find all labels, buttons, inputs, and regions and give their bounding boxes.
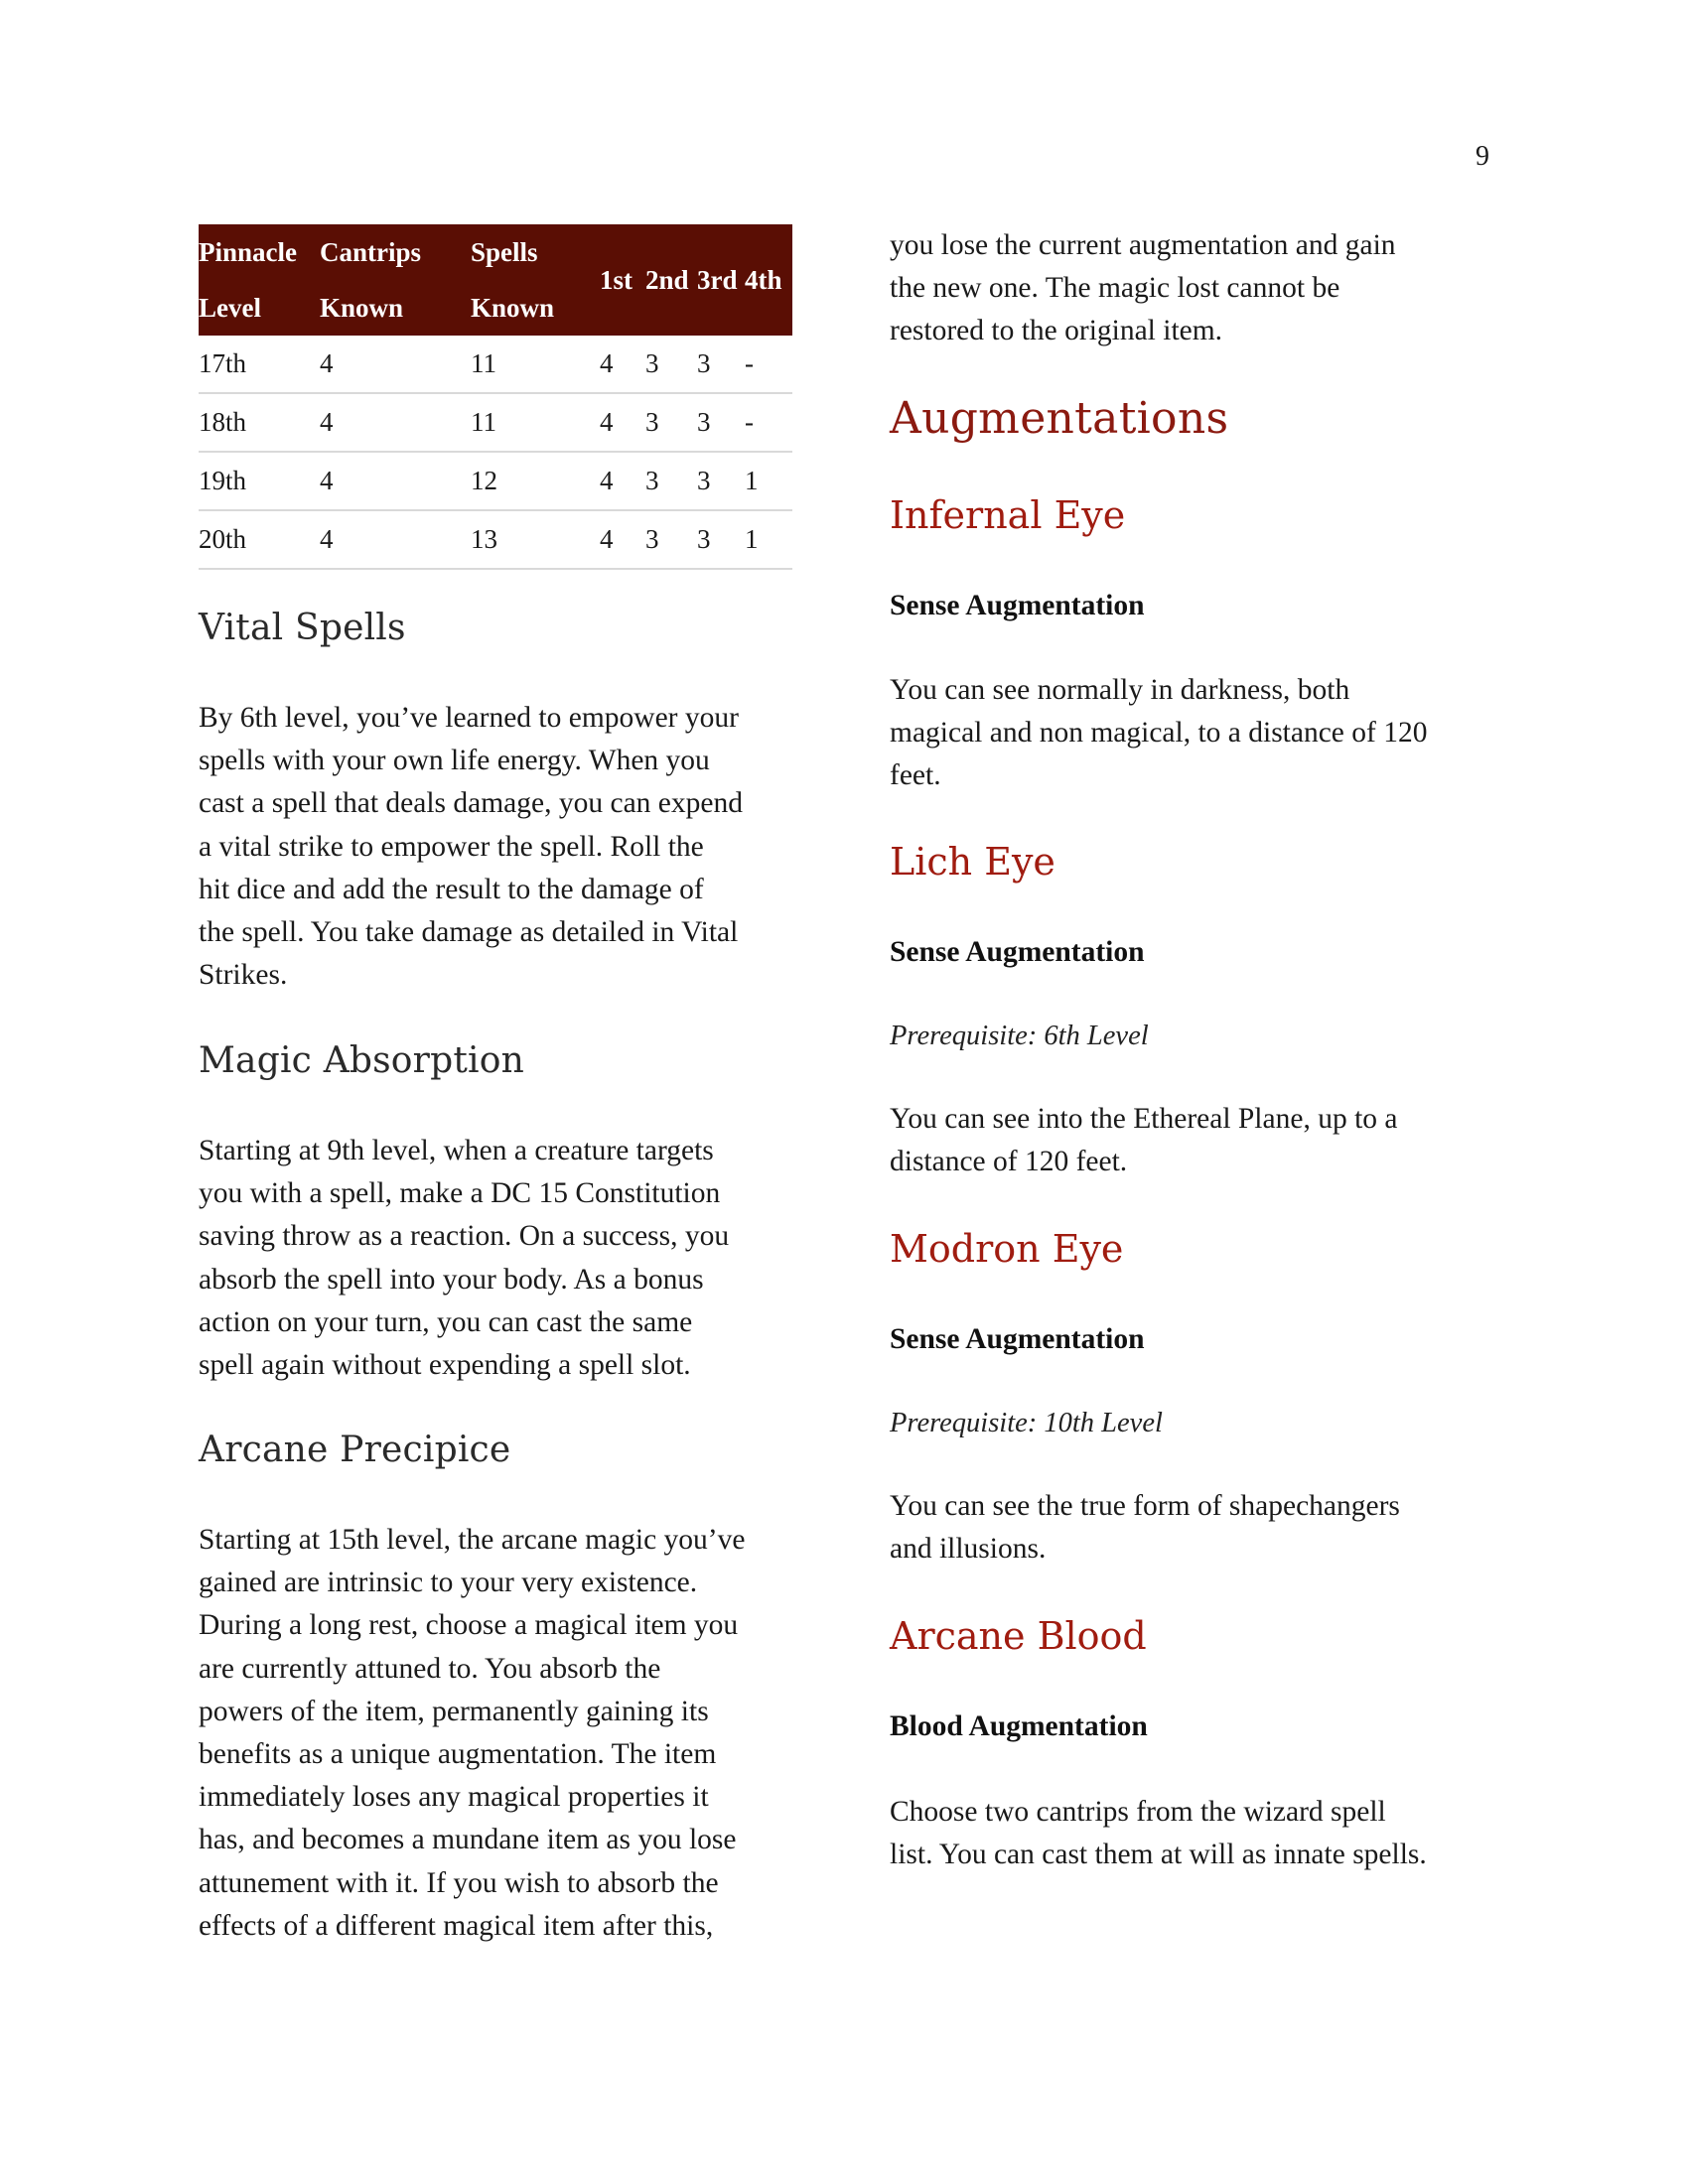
table-row xyxy=(199,452,792,510)
cell-slot-3rd: 3 xyxy=(697,336,745,393)
header-slot-2nd: 2nd xyxy=(645,224,697,336)
text-line: gained are intrinsic to your very existence. xyxy=(199,1567,698,1599)
paragraph-arcane-blood xyxy=(890,1791,1427,1876)
paragraph-continuation xyxy=(890,224,1396,353)
cell-spells: 13 xyxy=(471,510,600,569)
paragraph-infernal-eye xyxy=(890,669,1427,798)
cell-slot-4th: - xyxy=(745,393,792,452)
cell-slot-1st: 4 xyxy=(600,336,645,393)
paragraph-modron-eye xyxy=(890,1485,1400,1570)
text-line: spell again without expending a spell slot. xyxy=(199,1349,691,1382)
heading-magic-absorption: Magic Absorption xyxy=(199,1040,524,1081)
text-line: has, and becomes a mundane item as you lose xyxy=(199,1824,737,1856)
heading-augmentations: Augmentations xyxy=(890,393,1229,444)
text-line: Starting at 15th level, the arcane magic you’ve xyxy=(199,1524,746,1556)
text-line: You can see into the Ethereal Plane, up to a xyxy=(890,1103,1398,1135)
header-slot-3rd: 3rd xyxy=(697,224,745,336)
cell-cantrips: 4 xyxy=(320,336,471,393)
heading-vital-spells: Vital Spells xyxy=(199,608,406,648)
text-line: powers of the item, permanently gaining its xyxy=(199,1695,709,1727)
text-line: are currently attuned to. You absorb the xyxy=(199,1652,661,1685)
text-line: hit dice and add the result to the damage of xyxy=(199,873,704,905)
cell-slot-2nd: 3 xyxy=(645,452,697,510)
table-row xyxy=(199,336,792,393)
cell-slot-3rd: 3 xyxy=(697,510,745,569)
heading-modron-eye: Modron Eye xyxy=(890,1227,1124,1271)
augmentation-type: Sense Augmentation xyxy=(890,1323,1145,1355)
cell-spells: 11 xyxy=(471,393,600,452)
paragraph-magic-absorption xyxy=(199,1130,729,1387)
text-line: saving throw as a reaction. On a success, you xyxy=(199,1220,730,1253)
cell-slot-2nd: 3 xyxy=(645,336,697,393)
text-line: you lose the current augmentation and gain xyxy=(890,229,1396,261)
text-line: You can see normally in darkness, both xyxy=(890,674,1350,706)
prerequisite: Prerequisite: 6th Level xyxy=(890,1021,1149,1051)
augmentation-type: Sense Augmentation xyxy=(890,590,1145,621)
text-line: list. You can cast them at will as innate spells. xyxy=(890,1839,1427,1871)
cell-spells: 12 xyxy=(471,452,600,510)
heading-arcane-blood: Arcane Blood xyxy=(890,1614,1147,1658)
text-line: absorb the spell into your body. As a bonus xyxy=(199,1263,704,1296)
cell-slot-3rd: 3 xyxy=(697,393,745,452)
text-line: restored to the original item. xyxy=(890,315,1223,347)
text-line: action on your turn, you can cast the same xyxy=(199,1305,693,1338)
cell-cantrips: 4 xyxy=(320,452,471,510)
text-line: you with a spell, make a DC 15 Constitution xyxy=(199,1177,721,1210)
text-line: and illusions. xyxy=(890,1533,1047,1566)
text-line: By 6th level, you’ve learned to empower your xyxy=(199,702,739,734)
text-line: a vital strike to empower the spell. Roll the xyxy=(199,830,704,863)
text-line: During a long rest, choose a magical item you xyxy=(199,1609,739,1642)
text-line: immediately loses any magical properties it xyxy=(199,1781,709,1814)
paragraph-lich-eye xyxy=(890,1098,1397,1183)
header-cantrips-line1: Cantrips xyxy=(320,224,471,280)
text-line: Strikes. xyxy=(199,959,288,992)
cell-slot-1st: 4 xyxy=(600,393,645,452)
header-spells-line1: Spells xyxy=(471,224,600,280)
text-line: the new one. The magic lost cannot be xyxy=(890,272,1340,305)
text-line: Starting at 9th level, when a creature targets xyxy=(199,1135,714,1166)
augmentation-type: Blood Augmentation xyxy=(890,1710,1148,1742)
cell-cantrips: 4 xyxy=(320,393,471,452)
table-row xyxy=(199,510,792,569)
cell-level: 18th xyxy=(199,393,320,452)
paragraph-arcane-precipice xyxy=(199,1519,745,1948)
page-number: 9 xyxy=(1476,141,1489,172)
cell-spells: 11 xyxy=(471,336,600,393)
cell-slot-4th: 1 xyxy=(745,452,792,510)
spell-progression-table xyxy=(199,224,792,570)
text-line: You can see the true form of shapechangers xyxy=(890,1490,1400,1522)
header-slot-1st: 1st xyxy=(600,224,645,336)
cell-level: 19th xyxy=(199,452,320,510)
cell-slot-4th: - xyxy=(745,336,792,393)
text-line: cast a spell that deals damage, you can expend xyxy=(199,787,743,820)
text-line: benefits as a unique augmentation. The item xyxy=(199,1738,717,1771)
header-level-line2: Level xyxy=(199,280,320,336)
heading-arcane-precipice: Arcane Precipice xyxy=(199,1430,511,1470)
cell-slot-2nd: 3 xyxy=(645,393,697,452)
header-spells-line2: Known xyxy=(471,280,600,336)
cell-slot-2nd: 3 xyxy=(645,510,697,569)
text-line: magical and non magical, to a distance of 120 xyxy=(890,717,1428,750)
cell-slot-4th: 1 xyxy=(745,510,792,569)
cell-slot-1st: 4 xyxy=(600,452,645,510)
prerequisite: Prerequisite: 10th Level xyxy=(890,1408,1163,1438)
heading-infernal-eye: Infernal Eye xyxy=(890,493,1126,537)
cell-level: 17th xyxy=(199,336,320,393)
header-level-line1: Pinnacle xyxy=(199,224,320,280)
text-line: the spell. You take damage as detailed in Vital xyxy=(199,916,739,949)
paragraph-vital-spells xyxy=(199,697,743,997)
table-row xyxy=(199,393,792,452)
augmentation-type: Sense Augmentation xyxy=(890,936,1145,968)
text-line: distance of 120 feet. xyxy=(890,1146,1128,1178)
header-cantrips-line2: Known xyxy=(320,280,471,336)
header-slot-4th: 4th xyxy=(745,224,792,336)
text-line: attunement with it. If you wish to absorb the xyxy=(199,1866,719,1899)
cell-slot-1st: 4 xyxy=(600,510,645,569)
text-line: spells with your own life energy. When you xyxy=(199,745,710,777)
heading-lich-eye: Lich Eye xyxy=(890,840,1055,884)
text-line: effects of a different magical item after this, xyxy=(199,1909,714,1942)
cell-cantrips: 4 xyxy=(320,510,471,569)
cell-slot-3rd: 3 xyxy=(697,452,745,510)
text-line: Choose two cantrips from the wizard spell xyxy=(890,1796,1386,1828)
text-line: feet. xyxy=(890,759,941,792)
cell-level: 20th xyxy=(199,510,320,569)
